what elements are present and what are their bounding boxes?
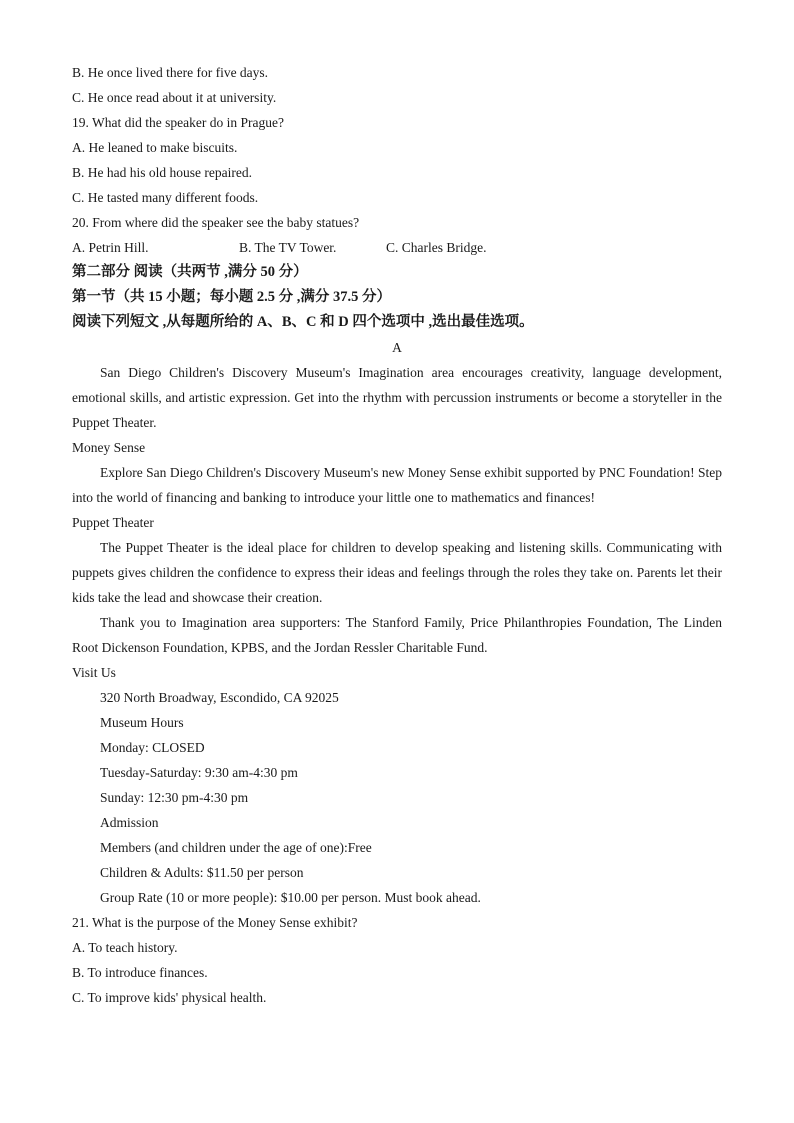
visit-group-rate: Group Rate (10 or more people): $10.00 per person. Must book ahead.: [100, 890, 481, 905]
section-part-title: 第二部分 阅读（共两节 ,满分 50 分）: [72, 264, 308, 280]
document-page: [72, 60, 722, 1010]
q20-options: [72, 235, 722, 260]
q19-option-b: B. He had his old house repaired.: [72, 165, 252, 180]
puppet-theater-heading: Puppet Theater: [72, 515, 154, 530]
q20-option-a: A. Petrin Hill.: [72, 240, 149, 255]
money-sense-text: Explore San Diego Children's Discovery Museum's new Money Sense exhibit supported by PNC Foundation! Step into the world of financing and banking to introduce your little one to mathematics and finances!: [72, 465, 722, 505]
q20-option-b: B. The TV Tower.: [239, 240, 337, 255]
q21-stem: 21. What is the purpose of the Money Sense exhibit?: [72, 915, 358, 930]
puppet-theater-text: The Puppet Theater is the ideal place for children to develop speaking and listening skills. Communicating with puppets gives children the confidence to express their ideas and feelings through the roles they take on. Parents let their kids take the lead and showcase their creation.: [72, 540, 722, 605]
thanks-text: Thank you to Imagination area supporters: The Stanford Family, Price Philanthropies Foundation, The Linden Root Dickenson Foundation, KPBS, and the Jordan Ressler Charitable Fund.: [72, 615, 722, 655]
passage-label: A: [392, 340, 402, 355]
q20-stem: 20. From where did the speaker see the baby statues?: [72, 215, 360, 230]
visit-members: Members (and children under the age of one):Free: [100, 840, 372, 855]
visit-hours-heading: Museum Hours: [100, 715, 184, 730]
passage-intro: San Diego Children's Discovery Museum's Imagination area encourages creativity, language development, emotional skills, and artistic expression. Get into the rhythm with percussion instruments or become a storyteller in the Puppet Theater.: [72, 365, 722, 430]
visit-address: 320 North Broadway, Escondido, CA 92025: [100, 690, 339, 705]
visit-tue-sat: Tuesday-Saturday: 9:30 am-4:30 pm: [100, 765, 298, 780]
money-sense-heading: Money Sense: [72, 440, 146, 455]
q20-option-c: C. Charles Bridge.: [386, 240, 487, 255]
q21-option-b: B. To introduce finances.: [72, 965, 208, 980]
visit-admission-heading: Admission: [100, 815, 159, 830]
q19-stem: 19. What did the speaker do in Prague?: [72, 115, 284, 130]
visit-children-adults: Children & Adults: $11.50 per person: [100, 865, 304, 880]
section-instruction: 阅读下列短文 ,从每题所给的 A、B、C 和 D 四个选项中 ,选出最佳选项。: [72, 314, 534, 330]
q21-option-a: A. To teach history.: [72, 940, 178, 955]
q19-option-c: C. He tasted many different foods.: [72, 190, 259, 205]
visit-monday: Monday: CLOSED: [100, 740, 205, 755]
q19-option-a: A. He leaned to make biscuits.: [72, 140, 238, 155]
q18-option-b: B. He once lived there for five days.: [72, 65, 269, 80]
section-sub-title: 第一节（共 15 小题；每小题 2.5 分 ,满分 37.5 分）: [72, 289, 391, 305]
q18-option-c: C. He once read about it at university.: [72, 90, 277, 105]
visit-us-heading: Visit Us: [72, 665, 116, 680]
q21-option-c: C. To improve kids' physical health.: [72, 990, 267, 1005]
visit-sunday: Sunday: 12:30 pm-4:30 pm: [100, 790, 249, 805]
